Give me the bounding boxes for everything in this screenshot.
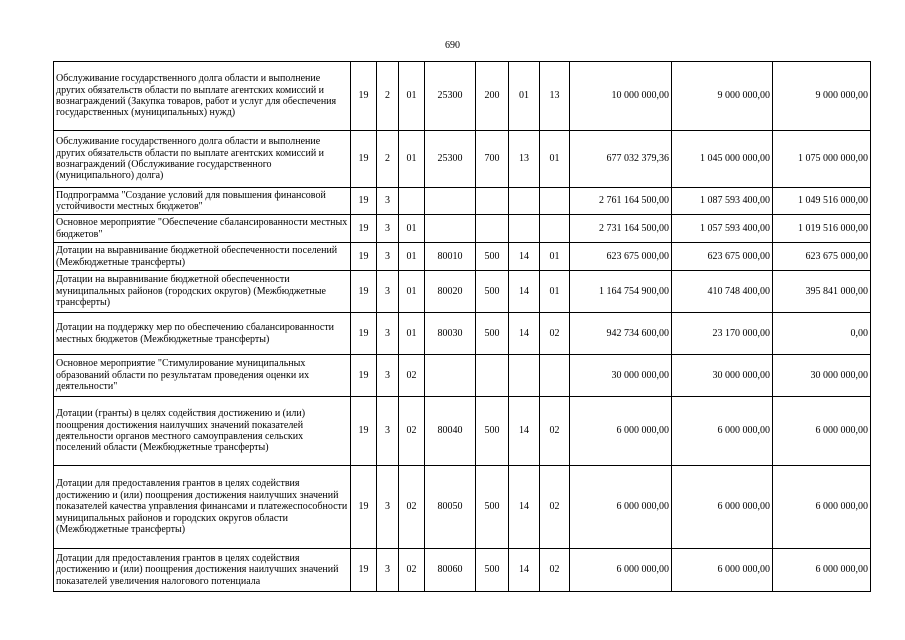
row-v1-cell: 10 000 000,00 [570, 62, 672, 131]
row-v1-cell: 2 761 164 500,00 [570, 188, 672, 215]
row-name-cell: Обслуживание государственного долга области и выполнение других обязательств области по выплате агентских комиссий и вознаграждений (Закупка товаров, работ и услуг для обеспечения государственных (муниципальных) нужд) [54, 62, 351, 131]
row-v2-cell: 623 675 000,00 [672, 243, 773, 271]
table-row [54, 313, 871, 355]
row-c5-cell: 700 [476, 131, 509, 188]
row-c1-cell: 19 [351, 62, 377, 131]
row-v1-cell: 30 000 000,00 [570, 355, 672, 397]
row-v2-cell: 1 087 593 400,00 [672, 188, 773, 215]
row-c2-cell: 3 [377, 355, 399, 397]
row-v1-cell: 623 675 000,00 [570, 243, 672, 271]
row-c2-cell: 3 [377, 271, 399, 313]
row-c7-cell: 13 [540, 62, 570, 131]
row-c6-cell [509, 188, 540, 215]
row-c7-cell: 01 [540, 271, 570, 313]
row-v3-cell: 395 841 000,00 [773, 271, 871, 313]
table-row [54, 549, 871, 592]
row-c7-cell [540, 215, 570, 243]
table-row [54, 131, 871, 188]
row-v3-cell: 0,00 [773, 313, 871, 355]
row-v1-cell: 1 164 754 900,00 [570, 271, 672, 313]
row-v1-cell: 2 731 164 500,00 [570, 215, 672, 243]
row-v3-cell: 6 000 000,00 [773, 549, 871, 592]
row-c3-cell: 02 [399, 549, 425, 592]
row-name-cell: Дотации для предоставления грантов в целях содействия достижению и (или) поощрения достижения наилучших значений показателей увеличения налогового потенциала [54, 549, 351, 592]
row-v1-cell: 677 032 379,36 [570, 131, 672, 188]
row-v2-cell: 6 000 000,00 [672, 549, 773, 592]
row-name-cell: Дотации (гранты) в целях содействия достижению и (или) поощрения достижения наилучших значений показателей деятельности органов местного самоуправления сельских поселений области (Межбюджетные трансферты) [54, 397, 351, 466]
row-c4-cell: 80040 [425, 397, 476, 466]
row-c5-cell: 500 [476, 397, 509, 466]
row-c7-cell: 01 [540, 131, 570, 188]
row-c3-cell: 01 [399, 313, 425, 355]
row-v2-cell: 410 748 400,00 [672, 271, 773, 313]
row-v3-cell: 6 000 000,00 [773, 466, 871, 549]
row-c1-cell: 19 [351, 466, 377, 549]
row-c5-cell: 500 [476, 271, 509, 313]
row-c1-cell: 19 [351, 549, 377, 592]
table-row [54, 271, 871, 313]
row-c6-cell: 01 [509, 62, 540, 131]
table-row [54, 355, 871, 397]
row-c1-cell: 19 [351, 131, 377, 188]
row-v1-cell: 6 000 000,00 [570, 466, 672, 549]
row-c4-cell: 25300 [425, 131, 476, 188]
row-v2-cell: 6 000 000,00 [672, 397, 773, 466]
row-c4-cell: 80030 [425, 313, 476, 355]
row-c2-cell: 3 [377, 188, 399, 215]
table-body [54, 62, 871, 592]
table-row [54, 62, 871, 131]
row-c5-cell: 500 [476, 243, 509, 271]
row-c6-cell: 14 [509, 313, 540, 355]
table-row [54, 466, 871, 549]
row-c6-cell [509, 355, 540, 397]
row-v3-cell: 1 075 000 000,00 [773, 131, 871, 188]
row-c1-cell: 19 [351, 188, 377, 215]
row-v2-cell: 23 170 000,00 [672, 313, 773, 355]
row-name-cell: Обслуживание государственного долга области и выполнение других обязательств области по выплате агентских комиссий и вознаграждений (Обслуживание государственного (муниципального) долга) [54, 131, 351, 188]
row-c7-cell: 02 [540, 549, 570, 592]
row-name-cell: Дотации на выравнивание бюджетной обеспеченности муниципальных районов (городских округов) (Межбюджетные трансферты) [54, 271, 351, 313]
row-name-cell: Дотации для предоставления грантов в целях содействия достижению и (или) поощрения достижения наилучших значений показателей качества управления финансами и платежеспособности муниципальных районов и городских округов области (Межбюджетные трансферты) [54, 466, 351, 549]
row-c5-cell: 500 [476, 549, 509, 592]
row-c2-cell: 3 [377, 466, 399, 549]
row-c1-cell: 19 [351, 397, 377, 466]
row-v1-cell: 6 000 000,00 [570, 549, 672, 592]
row-c1-cell: 19 [351, 215, 377, 243]
row-c5-cell [476, 188, 509, 215]
row-c3-cell: 01 [399, 215, 425, 243]
row-name-cell: Основное мероприятие "Стимулирование муниципальных образований области по результатам проведения оценки их деятельности" [54, 355, 351, 397]
table-row [54, 188, 871, 215]
row-v3-cell: 30 000 000,00 [773, 355, 871, 397]
row-v2-cell: 1 057 593 400,00 [672, 215, 773, 243]
row-c2-cell: 2 [377, 62, 399, 131]
table-row [54, 397, 871, 466]
row-c1-cell: 19 [351, 355, 377, 397]
row-c5-cell: 200 [476, 62, 509, 131]
row-c6-cell: 14 [509, 243, 540, 271]
row-c3-cell [399, 188, 425, 215]
row-name-cell: Дотации на поддержку мер по обеспечению сбалансированности местных бюджетов (Межбюджетные трансферты) [54, 313, 351, 355]
row-v3-cell: 1 049 516 000,00 [773, 188, 871, 215]
row-c4-cell [425, 215, 476, 243]
row-c4-cell [425, 355, 476, 397]
row-c4-cell: 80020 [425, 271, 476, 313]
row-c6-cell: 14 [509, 466, 540, 549]
row-c3-cell: 01 [399, 62, 425, 131]
row-c2-cell: 3 [377, 397, 399, 466]
row-c3-cell: 01 [399, 131, 425, 188]
row-v3-cell: 9 000 000,00 [773, 62, 871, 131]
row-c7-cell: 02 [540, 466, 570, 549]
row-c6-cell: 13 [509, 131, 540, 188]
row-c1-cell: 19 [351, 313, 377, 355]
row-v1-cell: 6 000 000,00 [570, 397, 672, 466]
row-c4-cell [425, 188, 476, 215]
row-v2-cell: 1 045 000 000,00 [672, 131, 773, 188]
row-c2-cell: 3 [377, 549, 399, 592]
row-c4-cell: 80060 [425, 549, 476, 592]
row-c4-cell: 80050 [425, 466, 476, 549]
row-c7-cell: 02 [540, 313, 570, 355]
row-v3-cell: 1 019 516 000,00 [773, 215, 871, 243]
row-c6-cell: 14 [509, 271, 540, 313]
row-c7-cell: 02 [540, 397, 570, 466]
row-c5-cell: 500 [476, 466, 509, 549]
row-c6-cell [509, 215, 540, 243]
row-c3-cell: 01 [399, 271, 425, 313]
row-v3-cell: 623 675 000,00 [773, 243, 871, 271]
row-c2-cell: 2 [377, 131, 399, 188]
row-c3-cell: 02 [399, 355, 425, 397]
row-c6-cell: 14 [509, 549, 540, 592]
row-v2-cell: 9 000 000,00 [672, 62, 773, 131]
row-c7-cell: 01 [540, 243, 570, 271]
row-c7-cell [540, 188, 570, 215]
row-name-cell: Дотации на выравнивание бюджетной обеспеченности поселений (Межбюджетные трансферты) [54, 243, 351, 271]
page-number: 690 [445, 40, 460, 51]
budget-table [53, 61, 871, 592]
row-v1-cell: 942 734 600,00 [570, 313, 672, 355]
row-v2-cell: 6 000 000,00 [672, 466, 773, 549]
row-c3-cell: 01 [399, 243, 425, 271]
table-row [54, 215, 871, 243]
row-c6-cell: 14 [509, 397, 540, 466]
row-c1-cell: 19 [351, 271, 377, 313]
row-v3-cell: 6 000 000,00 [773, 397, 871, 466]
row-name-cell: Подпрограмма "Создание условий для повышения финансовой устойчивости местных бюджетов" [54, 188, 351, 215]
row-c2-cell: 3 [377, 313, 399, 355]
row-c2-cell: 3 [377, 215, 399, 243]
row-c4-cell: 80010 [425, 243, 476, 271]
row-c5-cell [476, 355, 509, 397]
table-row [54, 243, 871, 271]
row-name-cell: Основное мероприятие "Обеспечение сбалансированности местных бюджетов" [54, 215, 351, 243]
row-c4-cell: 25300 [425, 62, 476, 131]
row-c5-cell: 500 [476, 313, 509, 355]
row-c3-cell: 02 [399, 397, 425, 466]
row-c5-cell [476, 215, 509, 243]
row-c3-cell: 02 [399, 466, 425, 549]
row-v2-cell: 30 000 000,00 [672, 355, 773, 397]
row-c1-cell: 19 [351, 243, 377, 271]
row-c2-cell: 3 [377, 243, 399, 271]
row-c7-cell [540, 355, 570, 397]
